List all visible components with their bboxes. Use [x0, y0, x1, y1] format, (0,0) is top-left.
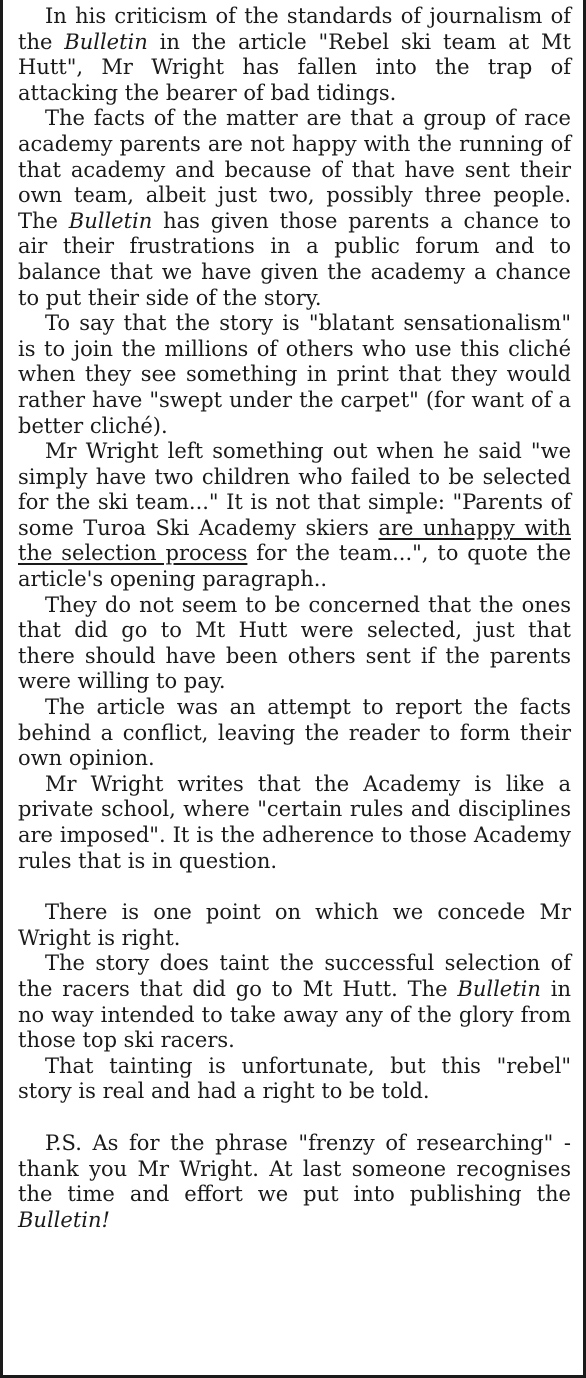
- text-run: P.S. As for the phrase "frenzy of researching" - thank you Mr Wright. At last someone recognises the time and effort we put into publishing the: [18, 1130, 571, 1207]
- body-paragraph: [18, 593, 571, 695]
- text-run: in the article "Rebel ski team at Mt Hutt", Mr Wright has fallen into the trap of attacking the bearer of bad tidings.: [18, 29, 571, 105]
- body-paragraph: [18, 311, 571, 439]
- body-paragraph: [18, 900, 571, 951]
- body-paragraph: [18, 695, 571, 772]
- text-run: in no way intended to take away any of the glory from those top ski racers.: [18, 976, 571, 1053]
- text-run: The story does taint the successful selection of the racers that did go to Mt Hutt. The: [18, 951, 571, 1001]
- body-paragraph: [18, 1054, 571, 1105]
- body-paragraph: [18, 106, 571, 311]
- text-run: They do not seem to be concerned that the ones that did go to Mt Hutt were selected, just that there should have been others sent if the parents were willing to pay.: [18, 592, 571, 694]
- italic-text: Bulletin!: [18, 1207, 110, 1232]
- body-paragraph: [18, 772, 571, 874]
- text-run: In his criticism of the standards of journalism of the: [18, 4, 571, 54]
- text-run: There is one point on which we concede Mr Wright is right.: [18, 900, 571, 950]
- italic-text: Bulletin: [64, 29, 148, 54]
- body-paragraph: [18, 439, 571, 593]
- postscript: [18, 1131, 571, 1233]
- italic-text: Bulletin: [68, 208, 153, 233]
- text-run: has given those parents a chance to air their frustrations in a public forum and to balance that we have given the academy a chance to put their side of the story.: [18, 208, 571, 310]
- text-run: To say that the story is "blatant sensationalism" is to join the millions of others who use this cliché when they see something in print that they would rather have "swept under the carpet" (for want of a better cliché).: [18, 311, 571, 438]
- italic-text: Bulletin: [457, 976, 541, 1001]
- paragraph-gap: [18, 874, 571, 900]
- paragraph-gap: [18, 1105, 571, 1131]
- underlined-text: are unhappy with the selection process: [18, 515, 571, 566]
- text-run: The facts of the matter are that a group of race academy parents are not happy with the running of that academy and because of that have sent their own team, albeit just two, possibly three people. The: [18, 106, 571, 233]
- text-run: for the team...", to quote the article's opening paragraph..: [18, 541, 571, 592]
- body-paragraph: [18, 951, 571, 1053]
- text-run: Mr Wright left something out when he said "we simply have two children who failed to be selected for the ski team..." It is not that simple: "Parents of some Turoa Ski Academy skiers: [18, 439, 571, 540]
- text-run: That tainting is unfortunate, but this "rebel" story is real and had a right to be told.: [18, 1053, 571, 1104]
- text-run: The article was an attempt to report the facts behind a conflict, leaving the reader to form their own opinion.: [18, 695, 571, 771]
- body-section-a: [18, 4, 571, 874]
- body-section-b: [18, 900, 571, 1105]
- text-run: Mr Wright writes that the Academy is like a private school, where "certain rules and disciplines are imposed". It is the adherence to those Academy rules that is in question.: [18, 771, 571, 873]
- body-paragraph: [18, 4, 571, 106]
